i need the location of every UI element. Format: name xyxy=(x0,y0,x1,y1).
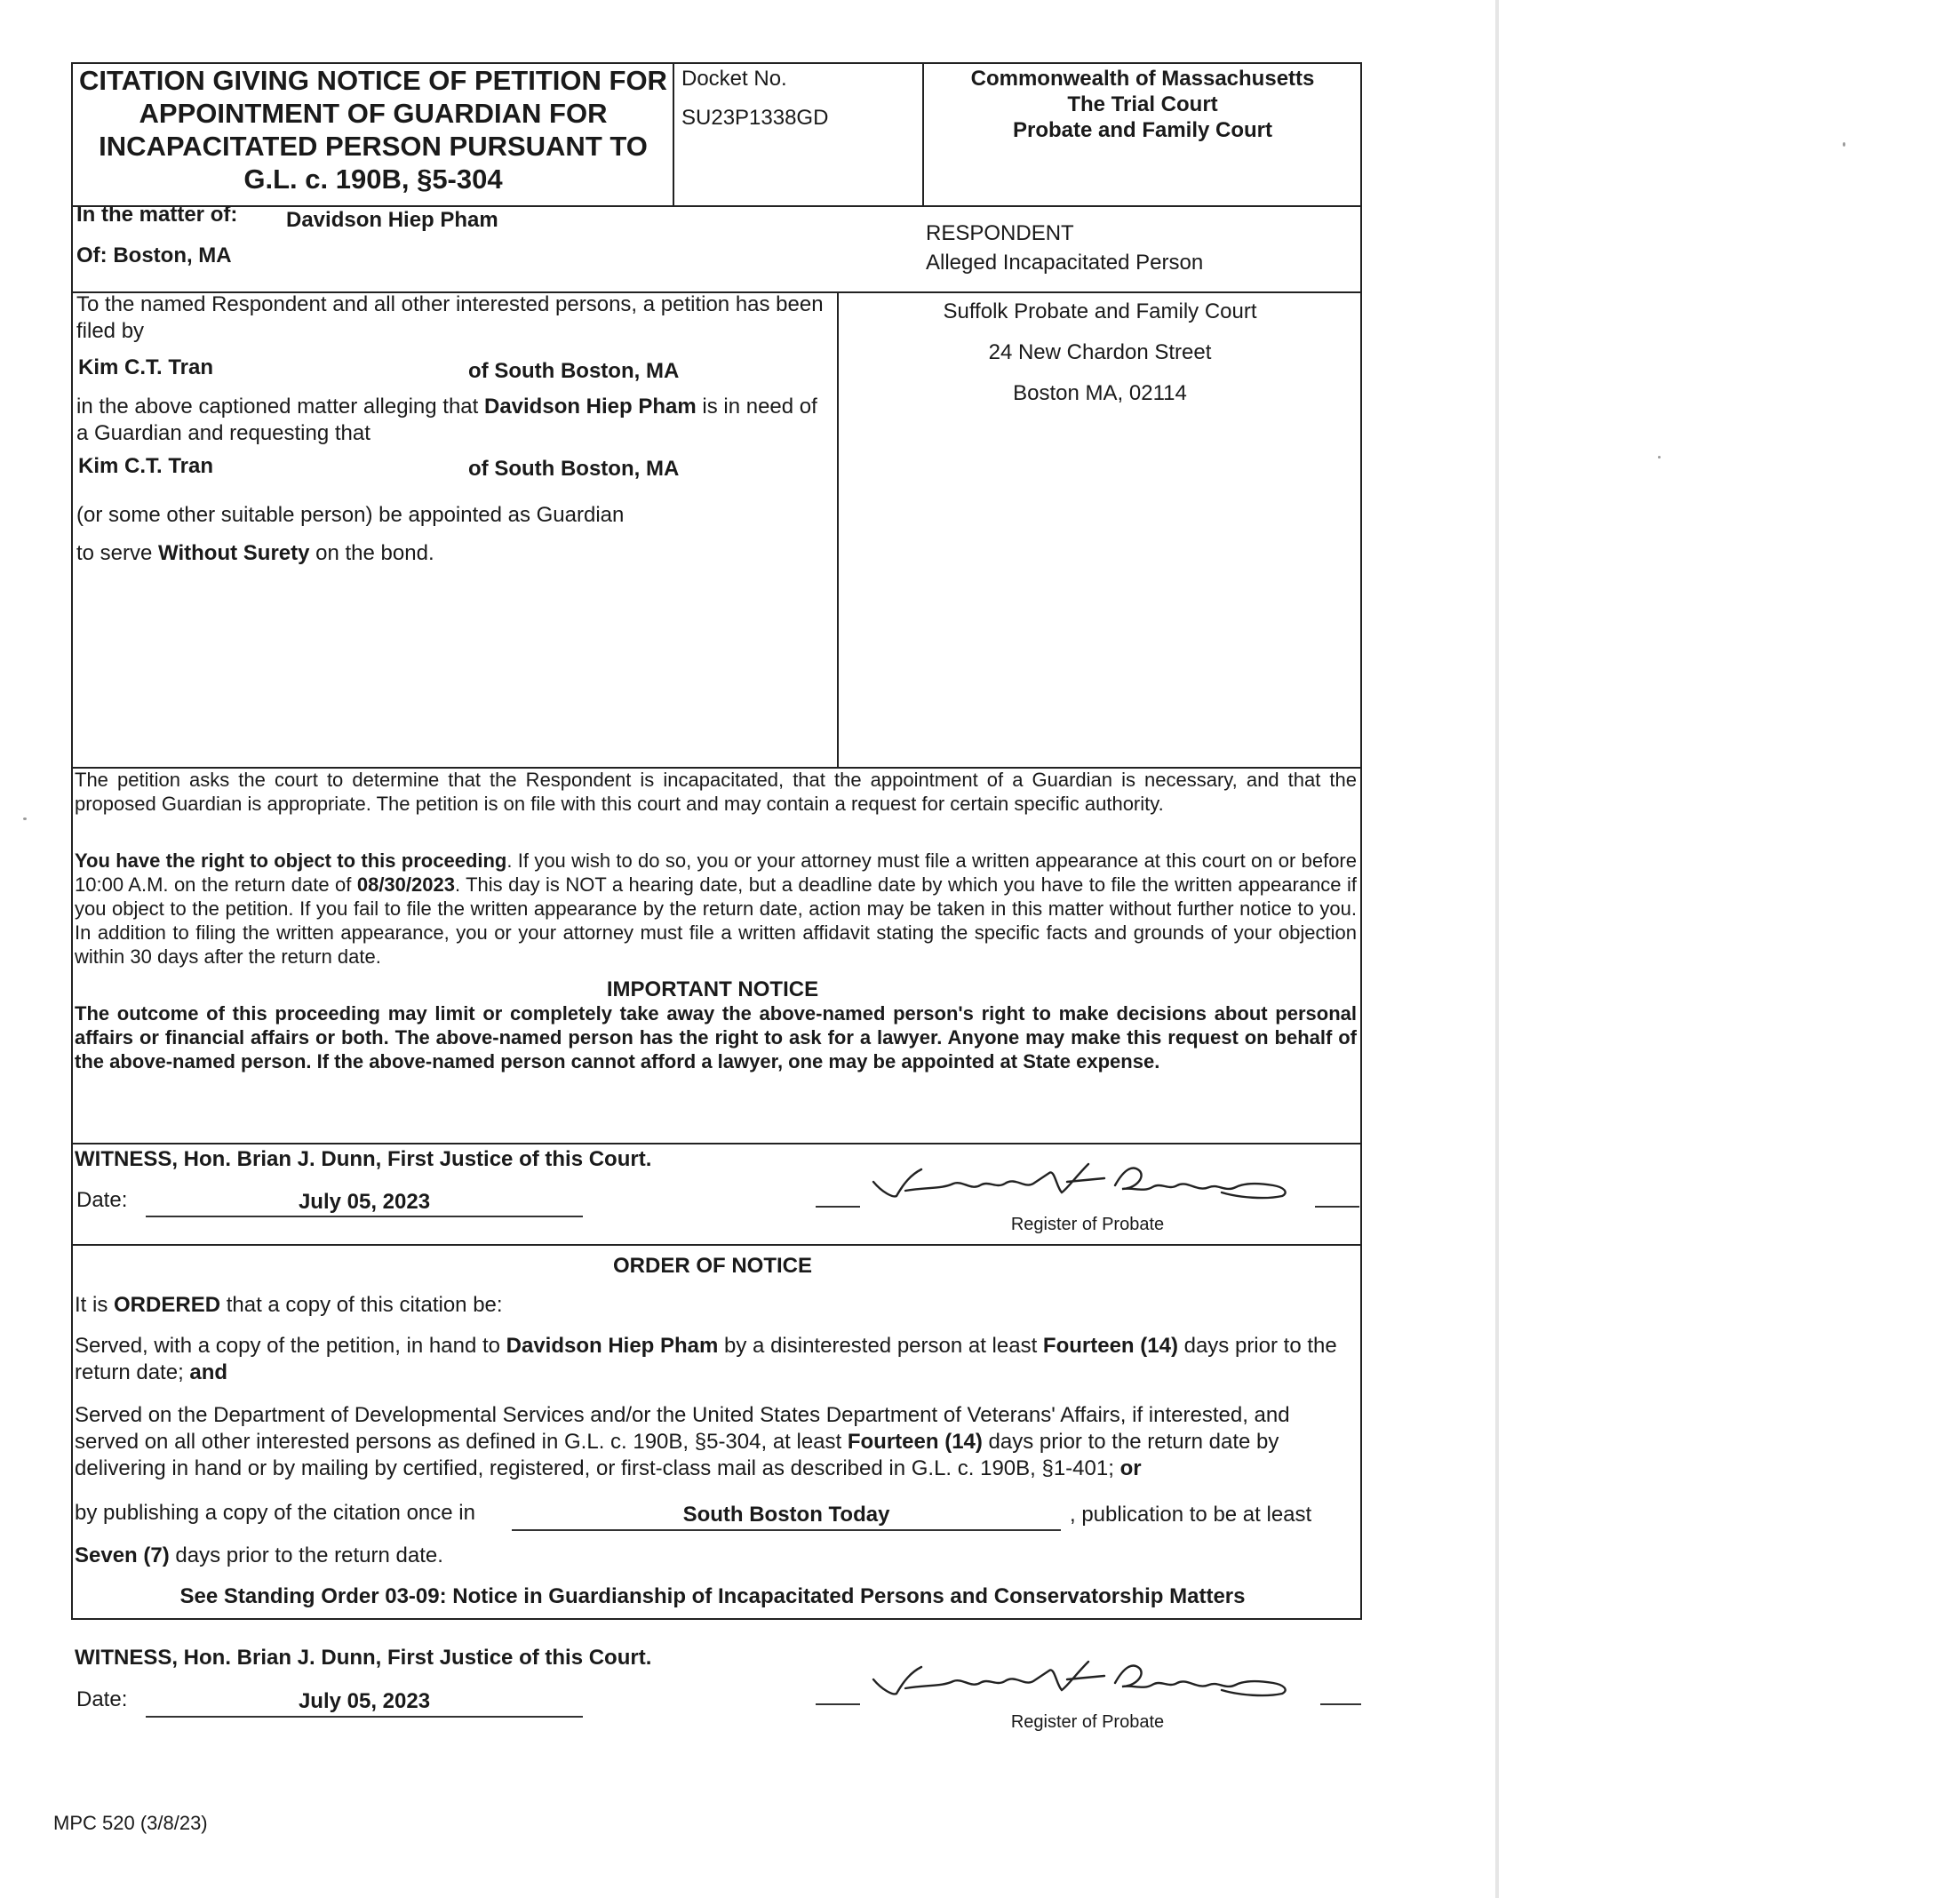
court-line: Probate and Family Court xyxy=(1012,118,1273,142)
petition-alleging xyxy=(76,394,832,447)
alleging-post: is in need of a Guardian and requesting that xyxy=(76,395,817,445)
served-b: by a disinterested person at least xyxy=(718,1334,1043,1358)
title-line: CITATION GIVING NOTICE OF PETITION FOR xyxy=(79,65,667,96)
respondent-sub: Alleged Incapacitated Person xyxy=(926,251,1204,275)
docket-label: Docket No. xyxy=(681,67,787,91)
publication-underline xyxy=(512,1529,1061,1531)
alleging-name: Davidson Hiep Pham xyxy=(483,395,697,419)
header-divider-2 xyxy=(922,62,924,206)
dept-or: or xyxy=(1119,1456,1142,1480)
publish-pre: by publishing a copy of the citation once in xyxy=(75,1501,475,1525)
serve-post: on the bond. xyxy=(309,541,434,565)
petitioner-city: of South Boston, MA xyxy=(468,359,680,383)
scan-edge xyxy=(1495,0,1499,1898)
served-departments xyxy=(75,1402,1356,1482)
seven-days-line xyxy=(75,1543,443,1569)
other-person: (or some other suitable person) be appointed as Guardian xyxy=(76,503,625,527)
order-bottom-line xyxy=(71,1618,1362,1620)
date-label: Date: xyxy=(76,1687,128,1711)
matter-label: In the matter of: xyxy=(76,203,238,227)
scan-speck xyxy=(1843,142,1845,147)
form-id: MPC 520 (3/8/23) xyxy=(53,1812,208,1834)
border-right xyxy=(1360,62,1362,1619)
petitioner-name: Kim C.T. Tran xyxy=(78,355,214,379)
notice-bottom-line xyxy=(71,1143,1362,1144)
dept-b: days prior to the return date by delivering in hand or by mailing by certified, registered, or first-class mail as described in G.L. c. 190B, §1-401; xyxy=(75,1430,1279,1480)
form-title xyxy=(75,64,672,195)
docket-number: SU23P1338GD xyxy=(681,106,829,130)
right-a: . If you wish to do so, you or your attorney must file a written appearance at this court on or before 10:00 A.M. on the return date of xyxy=(75,849,1357,896)
surety-line xyxy=(76,540,434,567)
court-line: The Trial Court xyxy=(1067,92,1218,116)
date-underline xyxy=(146,1216,583,1217)
address-line: 24 New Chardon Street xyxy=(988,340,1212,364)
signature-line-right xyxy=(1315,1206,1359,1208)
respondent-label: RESPONDENT xyxy=(926,221,1074,245)
header-divider-1 xyxy=(673,62,674,206)
scan-speck xyxy=(1658,456,1661,459)
publish-post: , publication to be at least xyxy=(1070,1503,1312,1527)
seven-post: days prior to the return date. xyxy=(169,1543,443,1567)
court-line: Commonwealth of Massachusetts xyxy=(970,67,1315,91)
court-address xyxy=(839,299,1361,421)
served-name: Davidson Hiep Pham xyxy=(506,1334,719,1358)
publication-name: South Boston Today xyxy=(682,1503,890,1527)
register-signature xyxy=(866,1655,1302,1706)
ordered-bold: ORDERED xyxy=(114,1293,221,1317)
ordered-post: that a copy of this citation be: xyxy=(220,1293,503,1317)
standing-order: See Standing Order 03-09: Notice in Guardianship of Incapacitated Persons and Conservatorship Matters xyxy=(179,1584,1246,1608)
witness-text: WITNESS, Hon. Brian J. Dunn, First Justice of this Court. xyxy=(75,1147,652,1171)
respondent-name: Davidson Hiep Pham xyxy=(286,208,498,232)
witness-date: July 05, 2023 xyxy=(298,1190,431,1214)
register-signature xyxy=(866,1157,1302,1208)
right-bold: You have the right to object to this proceeding xyxy=(75,849,507,872)
date-label: Date: xyxy=(76,1188,128,1212)
witness-text: WITNESS, Hon. Brian J. Dunn, First Justice of this Court. xyxy=(75,1646,652,1670)
title-line: G.L. c. 190B, §5-304 xyxy=(243,163,503,195)
signature-line-left xyxy=(816,1703,860,1705)
petition-asks: The petition asks the court to determine that the Respondent is incapacitated, that the appointment of a Guardian is necessary, and that the proposed Guardian is appropriate. The petition is on file with this court and may contain a request for certain specific authority. xyxy=(75,769,1357,815)
border-left xyxy=(71,62,73,1619)
served-respondent xyxy=(75,1333,1354,1386)
important-notice-heading: IMPORTANT NOTICE xyxy=(606,977,819,1001)
scan-speck xyxy=(23,817,27,820)
served-c: days prior to the return date; xyxy=(75,1334,1337,1384)
address-line: Boston MA, 02114 xyxy=(1013,381,1187,405)
register-label: Register of Probate xyxy=(1010,1215,1165,1234)
right-b: . This day is NOT a hearing date, but a deadline date by which you have to file the written appearance if you object to the petition. If you fail to file the written appearance by the return date, action may be taken in this matter without further notice to you. In addition to filing the written appearance, you or your attorney must file a written affidavit stating the specific facts and grounds of your objection within 30 days after the return date. xyxy=(75,873,1357,968)
petition-intro: To the named Respondent and all other interested persons, a petition has been filed by xyxy=(76,292,824,343)
return-date: 08/30/2023 xyxy=(356,873,455,896)
right-to-object xyxy=(75,849,1357,969)
court-heading xyxy=(926,66,1359,143)
surety-value: Without Surety xyxy=(158,541,310,565)
served-days: Fourteen (14) xyxy=(1042,1334,1178,1358)
served-a: Served, with a copy of the petition, in hand to xyxy=(75,1334,506,1358)
register-label: Register of Probate xyxy=(1010,1712,1165,1732)
proposed-guardian-city: of South Boston, MA xyxy=(468,457,680,481)
ordered-line xyxy=(75,1292,503,1319)
header-bottom-line xyxy=(71,205,1362,207)
date-underline xyxy=(146,1716,583,1718)
alleging-pre: in the above captioned matter alleging that xyxy=(76,395,484,419)
witness-bottom-line xyxy=(71,1244,1362,1246)
proposed-guardian: Kim C.T. Tran xyxy=(78,454,214,478)
signature-line-right xyxy=(1320,1703,1361,1705)
dept-days: Fourteen (14) xyxy=(847,1430,983,1454)
title-line: APPOINTMENT OF GUARDIAN FOR xyxy=(139,98,608,129)
important-notice-text: The outcome of this proceeding may limit or completely take away the above-named person's right to make decisions about personal affairs or financial affairs or both. The above-named person has the right to ask for a lawyer. Anyone may make this request on behalf of the above-named person. If the above-named person cannot afford a lawyer, one may be appointed at State expense. xyxy=(75,1002,1357,1073)
serve-pre: to serve xyxy=(76,541,159,565)
dept-a: Served on the Department of Developmental Services and/or the United States Department of Veterans' Affairs, if interested, and served on all other interested persons as defined in G.L. c. 190B, §5-304, at least xyxy=(75,1403,1290,1454)
respondent-city: Of: Boston, MA xyxy=(76,243,232,267)
served-and: and xyxy=(189,1360,228,1384)
ordered-pre: It is xyxy=(75,1293,115,1317)
order-heading: ORDER OF NOTICE xyxy=(612,1254,812,1278)
witness-date: July 05, 2023 xyxy=(298,1689,431,1713)
address-line: Suffolk Probate and Family Court xyxy=(943,299,1257,323)
signature-line-left xyxy=(816,1206,860,1208)
title-line: INCAPACITATED PERSON PURSUANT TO xyxy=(99,131,648,162)
seven-bold: Seven (7) xyxy=(75,1543,170,1567)
